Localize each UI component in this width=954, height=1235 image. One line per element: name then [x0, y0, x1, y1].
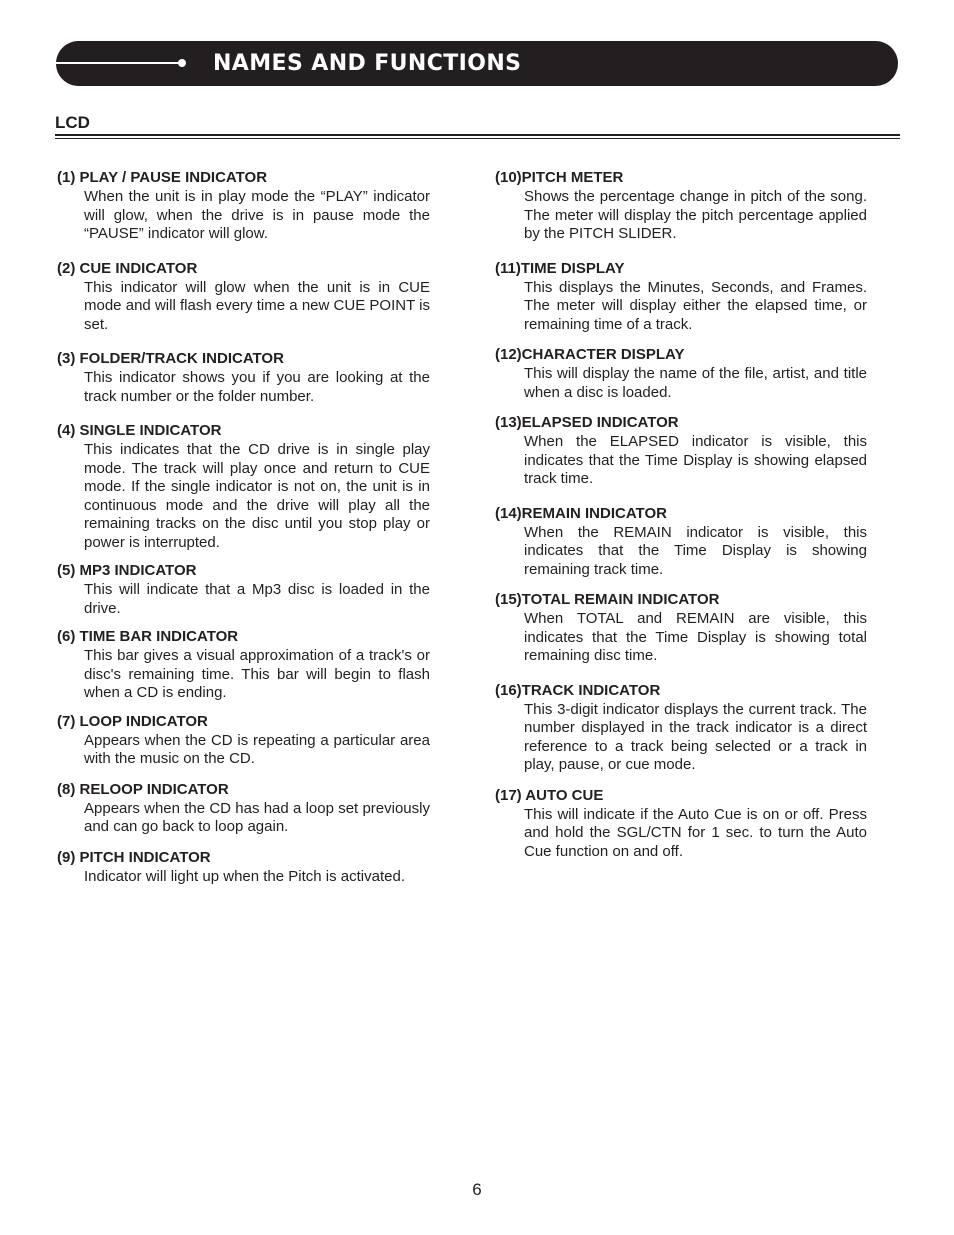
- list-item: [495, 346, 867, 402]
- item-body: This indicator shows you if you are looking at the track number or the folder number.: [84, 369, 430, 405]
- item-heading: (10)PITCH METER: [495, 169, 624, 186]
- item-heading: (17) AUTO CUE: [495, 786, 604, 804]
- item-body: This 3-digit indicator displays the current track. The number displayed in the track indicator is a direct reference to a track being selected or a track in play, pause, or cue mode.: [524, 700, 867, 773]
- item-body: Shows the percentage change in pitch of the song. The meter will display the pitch percentage applied by the PITCH SLIDER.: [524, 188, 867, 242]
- item-body: Appears when the CD is repeating a particular area with the music on the CD.: [84, 731, 430, 767]
- list-item: [57, 260, 430, 335]
- item-heading: (13)ELAPSED INDICATOR: [495, 414, 679, 431]
- list-item: [495, 505, 867, 580]
- section-title: LCD: [55, 113, 90, 132]
- list-item: [495, 414, 867, 489]
- section-divider-thin: [55, 138, 900, 139]
- list-item: [57, 422, 430, 552]
- item-body: This bar gives a visual approximation of a track's or disc's remaining time. This bar will begin to flash when a CD is ending.: [84, 647, 430, 701]
- item-body: This indicator will glow when the unit is in CUE mode and will flash every time a new CUE POINT is set.: [84, 278, 430, 333]
- item-body: When TOTAL and REMAIN are visible, this indicates that the Time Display is showing total remaining disc time.: [524, 610, 867, 664]
- list-item: [57, 169, 430, 244]
- item-heading: (15)TOTAL REMAIN INDICATOR: [495, 591, 720, 608]
- list-item: [495, 787, 867, 862]
- item-body: Indicator will light up when the Pitch is activated.: [84, 867, 405, 885]
- item-body: This will indicate that a Mp3 disc is loaded in the drive.: [84, 581, 430, 617]
- header-banner: [56, 41, 898, 86]
- page-title: NAMES AND FUNCTIONS: [213, 51, 522, 76]
- item-heading: (12)CHARACTER DISPLAY: [495, 346, 685, 363]
- banner-dot-icon: [178, 59, 186, 67]
- item-heading: (6) TIME BAR INDICATOR: [57, 628, 239, 645]
- list-item: [57, 350, 430, 406]
- item-body: This displays the Minutes, Seconds, and Frames. The meter will display either the elapsed time, or remaining time of a track.: [524, 278, 867, 333]
- item-heading: (3) FOLDER/TRACK INDICATOR: [57, 350, 284, 367]
- item-body: This will display the name of the file, artist, and title when a disc is loaded.: [524, 365, 867, 401]
- item-body: This indicates that the CD drive is in single play mode. The track will play once and return to CUE mode. If the single indicator is not on, the unit is in continuous mode and the drive will play all the remaining tracks on the disc until you stop play or power is interrupted.: [84, 441, 430, 551]
- list-item: [495, 682, 867, 775]
- item-heading: (7) LOOP INDICATOR: [57, 712, 208, 730]
- list-item: [57, 781, 430, 837]
- item-body: Appears when the CD has had a loop set previously and can go back to loop again.: [84, 799, 430, 835]
- page-number: 6: [472, 1180, 482, 1199]
- list-item: [57, 849, 430, 887]
- item-heading: (9) PITCH INDICATOR: [57, 848, 211, 866]
- right-column: [495, 169, 867, 861]
- item-heading: (8) RELOOP INDICATOR: [57, 780, 229, 798]
- item-heading: (14)REMAIN INDICATOR: [495, 504, 667, 522]
- banner-line-decoration: [56, 62, 180, 64]
- list-item: [495, 169, 867, 244]
- item-body: When the REMAIN indicator is visible, this indicates that the Time Display is showing remaining track time.: [524, 523, 867, 578]
- item-heading: (4) SINGLE INDICATOR: [57, 422, 222, 439]
- item-body: When the unit is in play mode the “PLAY” indicator will glow, when the drive is in pause mode the “PAUSE” indicator will glow.: [84, 188, 430, 242]
- left-column: [57, 169, 430, 886]
- list-item: [57, 713, 430, 769]
- list-item: [495, 260, 867, 335]
- item-body: This will indicate if the Auto Cue is on or off. Press and hold the SGL/CTN for 1 sec. to turn the Auto Cue function on and off.: [524, 805, 867, 860]
- item-heading: (5) MP3 INDICATOR: [57, 562, 197, 579]
- item-heading: (16)TRACK INDICATOR: [495, 681, 661, 699]
- item-heading: (2) CUE INDICATOR: [57, 259, 198, 277]
- section-divider-thick: [55, 134, 900, 136]
- list-item: [57, 628, 430, 703]
- item-heading: (1) PLAY / PAUSE INDICATOR: [57, 169, 268, 186]
- item-heading: (11)TIME DISPLAY: [495, 259, 625, 277]
- list-item: [57, 562, 430, 618]
- item-body: When the ELAPSED indicator is visible, this indicates that the Time Display is showing elapsed track time.: [524, 433, 867, 487]
- list-item: [495, 591, 867, 666]
